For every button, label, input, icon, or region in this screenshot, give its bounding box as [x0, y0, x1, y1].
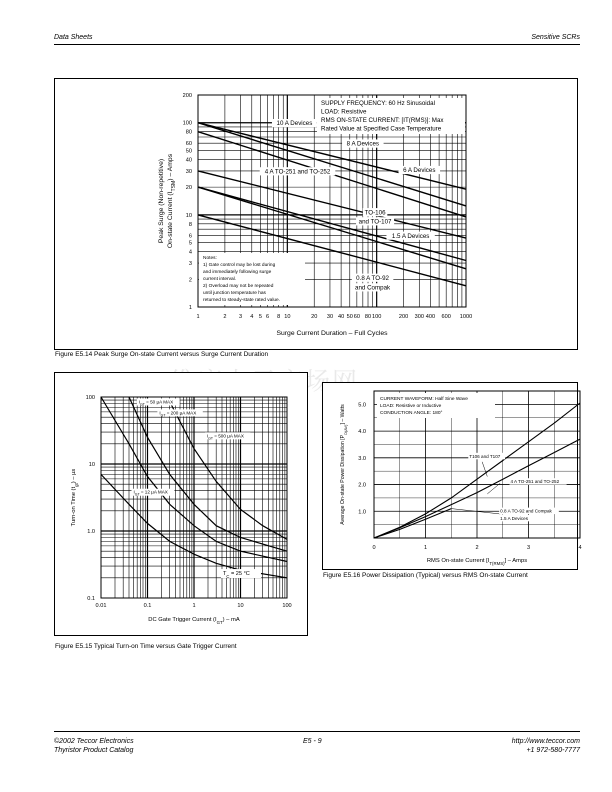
- figure-e514-panel: [54, 78, 578, 350]
- x-axis-label: RMS On-state Current $[I_{T(RMS)}]$ – Amps: [426, 558, 528, 566]
- y-tick-label: 1.0: [87, 529, 95, 535]
- y-tick-label: 10: [185, 212, 192, 219]
- note-line-1: 1) Gate control may be lost during: [203, 263, 276, 268]
- y-tick-label: 6: [188, 233, 192, 240]
- series-label-7: 0.8 A TO-92: [356, 274, 389, 282]
- y-axis-label-line2: On-state Current $(I_{TSM})$ – Amps: [167, 153, 177, 249]
- footer-catalog: Thyristor Product Catalog: [54, 747, 134, 754]
- x-tick-label: 5: [258, 314, 263, 320]
- series-label-1: 8 A Devices: [346, 140, 380, 148]
- info-line-1: LOAD: Resistive or Inductive: [380, 404, 442, 409]
- figure-e515-caption: Figure E5.15 Typical Turn-on Time versus Gate Trigger Current: [55, 643, 237, 650]
- info-line-3: Rated Value at Specified Case Temperature: [321, 125, 442, 133]
- footer-website[interactable]: http://www.teccor.com: [511, 738, 580, 745]
- y-axis-label: Turn-on Time $(t_{gt})$ – µs: [71, 468, 79, 527]
- series-label-3: $I_{GT} = 12$ µA MAX: [133, 489, 168, 497]
- footer-left: [54, 737, 134, 755]
- x-tick-label: 1: [196, 314, 200, 320]
- y-tick-label: 3: [188, 261, 192, 268]
- note-line-6: returned to steady-state rated value.: [203, 298, 281, 303]
- note-line-0: Notes:: [203, 256, 217, 261]
- y-tick-label: 8: [188, 221, 192, 228]
- series-label-8: and Compak: [355, 284, 391, 292]
- series-label-6: 1.5 A Devices: [391, 232, 430, 240]
- header-rule: [54, 44, 580, 45]
- y-tick-label: 3.0: [358, 455, 366, 462]
- x-tick-label: 10: [284, 314, 291, 320]
- y-tick-label: 2: [188, 277, 192, 284]
- x-tick-label: 4: [250, 314, 254, 320]
- x-tick-label: 300: [414, 314, 424, 320]
- series-label-0: T106 and T107: [469, 453, 501, 459]
- y-tick-label: 5: [188, 240, 192, 247]
- figure-e516-caption: Figure E5.16 Power Dissipation (Typical) versus RMS On-state Current: [323, 572, 528, 579]
- figure-e515-chart: [55, 373, 307, 635]
- series-label-2: 6 A Devices: [403, 167, 436, 175]
- x-tick-label: 3: [239, 314, 243, 320]
- y-axis-label: Average On-state Power Dissipation $[P_{D(AV)}]$ – Watts: [340, 404, 348, 525]
- series-label-2: $I_{GT} = 500$ µA MAX: [206, 433, 244, 441]
- x-tick-label: 100: [371, 314, 382, 320]
- x-tick-label: 30: [326, 314, 334, 320]
- info-line-1: LOAD: Resistive: [321, 108, 367, 116]
- info-line-0: SUPPLY FREQUENCY: 60 Hz Sinusoidal: [321, 100, 435, 107]
- x-tick-label: 1: [192, 603, 196, 609]
- x-tick-label: 8: [277, 314, 281, 320]
- x-tick-label: 1: [423, 545, 428, 551]
- y-tick-label: 4.0: [358, 429, 366, 436]
- series-label-0: $I_{GT} = 50$ µA MAX: [138, 399, 174, 407]
- x-tick-label: 80: [364, 314, 372, 320]
- y-tick-label: 0.1: [87, 596, 95, 602]
- series-label-2: 0.8 A TO-92 and Compak: [500, 508, 552, 514]
- y-tick-label: 1: [188, 305, 192, 311]
- series-label-1: $I_{GT} = 200$ µA MAX: [159, 410, 197, 418]
- y-tick-label: 4: [188, 249, 192, 256]
- figure-e516-chart: [323, 383, 582, 569]
- y-tick-label: 60: [185, 141, 192, 148]
- y-tick-label: 1.0: [358, 509, 366, 516]
- footer-rule: [54, 731, 580, 732]
- y-tick-label: 50: [185, 148, 192, 155]
- x-tick-label: 6: [265, 314, 270, 320]
- x-tick-label: 0: [372, 545, 376, 551]
- series-label-4: TO-106: [364, 209, 386, 217]
- figure-e516-panel: [322, 382, 582, 570]
- y-tick-label: 20: [185, 185, 192, 192]
- series-label-3: 1.5 A Devices: [500, 515, 529, 521]
- figure-e515-panel: [54, 372, 308, 636]
- footer-copyright: ©2002 Teccor Electronics: [54, 738, 134, 745]
- figure-e514-caption: Figure E5.14 Peak Surge On-state Current versus Surge Current Duration: [55, 351, 269, 358]
- x-tick-label: 4: [578, 545, 582, 551]
- x-tick-label: 400: [425, 314, 436, 320]
- series-label-0: 10 A Devices: [276, 120, 313, 128]
- x-tick-label: 3: [526, 545, 531, 551]
- x-tick-label: 10: [237, 603, 244, 609]
- x-tick-label: 20: [311, 314, 318, 320]
- y-tick-label: 10: [88, 462, 95, 468]
- x-axis-label: DC Gate Trigger Current $(I_{GT})$ – mA: [148, 617, 240, 625]
- series-label-1: 4 A TO-251 and TO-252: [510, 479, 560, 485]
- x-tick-label: 40: [338, 314, 345, 320]
- series-line-2: [374, 509, 451, 538]
- x-tick-label: 200: [398, 314, 409, 320]
- x-tick-label: 1000: [459, 314, 473, 320]
- x-axis-label: Surge Current Duration – Full Cycles: [276, 330, 388, 337]
- series-label-3: 4 A TO-251 and TO-252: [264, 168, 331, 176]
- x-tick-label: 2: [223, 314, 227, 320]
- x-tick-label: 50: [346, 314, 353, 320]
- series-label-5: and TO-107: [358, 218, 392, 226]
- series-line-1: [198, 123, 466, 206]
- note-line-3: current interval.: [203, 277, 237, 282]
- y-tick-label: 100: [85, 395, 95, 401]
- footer-right: [512, 737, 580, 755]
- info-line-0: CURRENT WAVEFORM: Half Sine Wave: [380, 397, 468, 402]
- y-tick-label: 100: [182, 120, 192, 127]
- note-line-5: until junction temperature has: [203, 291, 266, 296]
- info-line-2: RMS ON-STATE CURRENT: [IT(RMS)]: Max: [321, 117, 444, 124]
- y-tick-label: 30: [185, 168, 192, 175]
- x-tick-label: 0.1: [143, 603, 152, 609]
- temperature-label: $T_C = 25$ °C: [222, 571, 250, 579]
- x-tick-label: 600: [441, 314, 451, 320]
- figure-e514-chart: [55, 79, 577, 349]
- footer-page-number: E5 - 9: [303, 738, 322, 745]
- y-tick-label: 40: [185, 157, 192, 164]
- x-tick-label: 2: [475, 545, 479, 551]
- note-line-2: and immediately following surge: [203, 270, 272, 275]
- y-tick-label: 2.0: [358, 482, 366, 489]
- y-axis-label-line1: Peak Surge (Non-repetitive): [158, 158, 165, 244]
- x-tick-label: 100: [282, 603, 292, 609]
- note-line-4: 2) Overload may not be repeated: [203, 284, 274, 289]
- x-tick-label: 0.01: [95, 603, 107, 609]
- info-line-2: CONDUCTION ANGLE: 180°: [380, 411, 443, 416]
- footer-phone: +1 972-580-7777: [526, 747, 580, 754]
- x-tick-label: 60: [353, 314, 360, 320]
- header-left: Data Sheets: [54, 34, 93, 41]
- y-tick-label: 5.0: [358, 402, 366, 409]
- header-right: Sensitive SCRs: [531, 34, 580, 41]
- y-tick-label: 80: [185, 129, 192, 136]
- y-tick-label: 200: [182, 93, 192, 99]
